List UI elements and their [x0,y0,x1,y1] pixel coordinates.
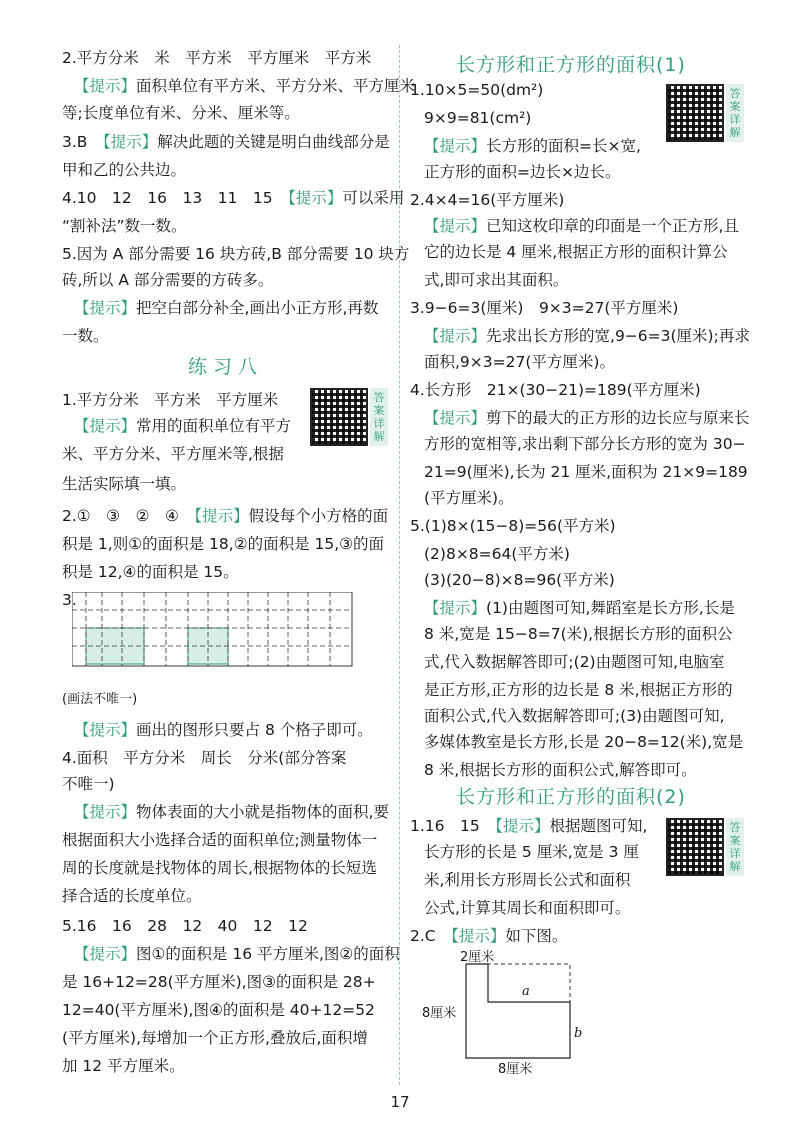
r-hint-5-cont: 8 米,宽是 15−8=7(米),根据长方形的面积公 [424,625,733,643]
label-b: b [574,1026,583,1041]
r-hint-4-cont2: 21=9(厘米),长为 21 厘米,面积为 21×9=189 [424,463,748,481]
answer-5: 5.因为 A 部分需要 16 块方砖,B 部分需要 10 块方 [62,245,410,263]
hint-2: 【提示】面积单位有平方米、平方分米、平方厘米 [74,77,416,95]
s-hint-1-cont2: 米,利用长方形周长公式和面积 [424,871,631,889]
answer-3-cont: 甲和乙的公共边。 [62,161,187,179]
r-hint-2-cont: 它的边长是 4 厘米,根据正方形的面积计算公 [424,243,728,261]
answer-4-cont: “割补法”数一数。 [62,217,187,235]
r-answer-5-1: 5.(1)8×(15−8)=56(平方米) [410,517,616,535]
grid-diagram [72,592,354,668]
r-hint-5-cont2: 式,代入数据解答即可;(2)由题图可知,电脑室 [424,653,725,671]
ex-hint-5-cont4: 加 12 平方厘米。 [62,1057,185,1075]
ex-answer-5: 5.16 16 28 12 40 12 12 [62,917,308,935]
r-hint-4-cont3: (平方厘米)。 [424,489,514,507]
drawing-note: (画法不唯一) [62,692,138,707]
qr-label: 答案详解 [370,388,388,446]
label-bottom: 8厘米 [498,1062,533,1077]
ex-answer-2: 2.① ③ ② ④ 【提示】假设每个小方格的面 [62,507,389,525]
ex-hint-5-cont2: 12=40(平方厘米),图④的面积是 40+12=52 [62,1001,375,1019]
ex-hint-4-cont: 根据面积大小选择合适的面积单位;测量物体一 [62,831,378,849]
r-answer-1: 1.10×5=50(dm²) [410,81,544,99]
label-top: 2厘米 [460,950,495,965]
label-a: a [522,984,530,999]
ex-hint-3: 【提示】画出的图形只要占 8 个格子即可。 [74,721,373,739]
r-hint-1: 【提示】长方形的面积=长×宽, [424,137,641,155]
qr-label: 答案详解 [726,818,744,876]
qr-label: 答案详解 [726,84,744,142]
section-title-1: 长方形和正方形的面积(1) [456,54,686,76]
hint-2-cont: 等;长度单位有米、分米、厘米等。 [62,104,300,122]
r-hint-4: 【提示】剪下的最大的正方形的边长应与原来长 [424,409,750,427]
ex-hint-1-cont: 米、平方分米、平方厘米等,根据 [62,445,284,463]
s-hint-1-cont: 长方形的长是 5 厘米,宽是 3 厘 [424,843,639,861]
r-hint-5-cont6: 8 米,根据长方形的面积公式,解答即可。 [424,761,697,779]
r-hint-5-cont3: 是正方形,正方形的边长是 8 米,根据正方形的 [424,681,733,699]
r-hint-1-cont: 正方形的面积=边长×边长。 [424,163,621,181]
ex-hint-5-cont: 是 16+12=28(平方厘米),图③的面积是 28+ [62,973,376,991]
r-hint-3-cont: 面积,9×3=27(平方厘米)。 [424,353,615,371]
r-hint-5-cont5: 多媒体教室是长方形,长是 20−8=12(米),宽是 [424,733,744,751]
ex-answer-4: 4.面积 平方分米 周长 分米(部分答案 [62,749,347,767]
ex-answer-1: 1.平方分米 平方米 平方厘米 [62,391,279,409]
r-hint-2: 【提示】已知这枚印章的印面是一个正方形,且 [424,217,739,235]
r-hint-5: 【提示】(1)由题图可知,舞蹈室是长方形,长是 [424,599,735,617]
ex-answer-2-cont: 积是 1,则①的面积是 18,②的面积是 15,③的面 [62,535,385,553]
ex-answer-3-label: 3. [62,591,77,609]
ex-hint-4-cont2: 周的长度就是找物体的周长,根据物体的长短选 [62,859,377,877]
r-hint-5-cont4: 面积公式,代入数据解答即可;(3)由题图可知, [424,707,725,725]
s-answer-2: 2.C 【提示】如下图。 [410,927,568,945]
ex-hint-5-cont3: (平方厘米),每增加一个正方形,叠放后,面积增 [62,1029,368,1047]
section-title-2: 长方形和正方形的面积(2) [456,786,686,808]
ex-hint-4: 【提示】物体表面的大小就是指物体的面积,要 [74,803,389,821]
hint-tag: 【提示】 [74,77,137,95]
ex-hint-1-cont2: 生活实际填一填。 [62,475,187,493]
section-title-lianxi: 练习八 [188,356,264,378]
page-number: 17 [390,1093,410,1111]
answer-2: 2.平方分米 米 平方米 平方厘米 平方米 [62,49,372,67]
r-answer-4: 4.长方形 21×(30−21)=189(平方厘米) [410,381,701,399]
label-left: 8厘米 [422,1006,457,1021]
hint-5-cont: 一数。 [62,327,109,345]
qr-code-icon[interactable] [666,84,724,142]
r-answer-3: 3.9−6=3(厘米) 9×3=27(平方厘米) [410,299,679,317]
r-hint-4-cont: 方形的宽相等,求出剩下部分长方形的宽为 30− [424,435,746,453]
ex-answer-4-cont: 不唯一) [62,775,115,793]
s-hint-1-cont3: 公式,计算其周长和面积即可。 [424,899,631,917]
answer-5-cont: 砖,所以 A 部分需要的方砖多。 [62,271,274,289]
r-hint-3: 【提示】先求出长方形的宽,9−6=3(厘米);再求 [424,327,750,345]
ex-hint-1: 【提示】常用的面积单位有平方 [74,417,292,435]
ex-answer-2-cont2: 积是 12,④的面积是 15。 [62,563,239,581]
qr-code-icon[interactable] [666,818,724,876]
ex-hint-5: 【提示】图①的面积是 16 平方厘米,图②的面积 [74,945,400,963]
answer-4: 4.10 12 16 13 11 15 【提示】可以采用 [62,189,405,207]
r-hint-2-cont2: 式,即可求出其面积。 [424,271,569,289]
s-answer-1: 1.16 15 【提示】根据题图可知, [410,817,648,835]
answer-3: 3.B 【提示】解决此题的关键是明白曲线部分是 [62,133,390,151]
r-answer-1-b: 9×9=81(cm²) [424,109,532,127]
square-diagram [420,948,590,1078]
r-answer-5-3: (3)(20−8)×8=96(平方米) [424,571,615,589]
r-answer-5-2: (2)8×8=64(平方米) [424,545,570,563]
qr-code-icon[interactable] [310,388,368,446]
hint-5: 【提示】把空白部分补全,画出小正方形,再数 [74,299,379,317]
ex-hint-4-cont3: 择合适的长度单位。 [62,887,202,905]
r-answer-2: 2.4×4=16(平方厘米) [410,191,565,209]
